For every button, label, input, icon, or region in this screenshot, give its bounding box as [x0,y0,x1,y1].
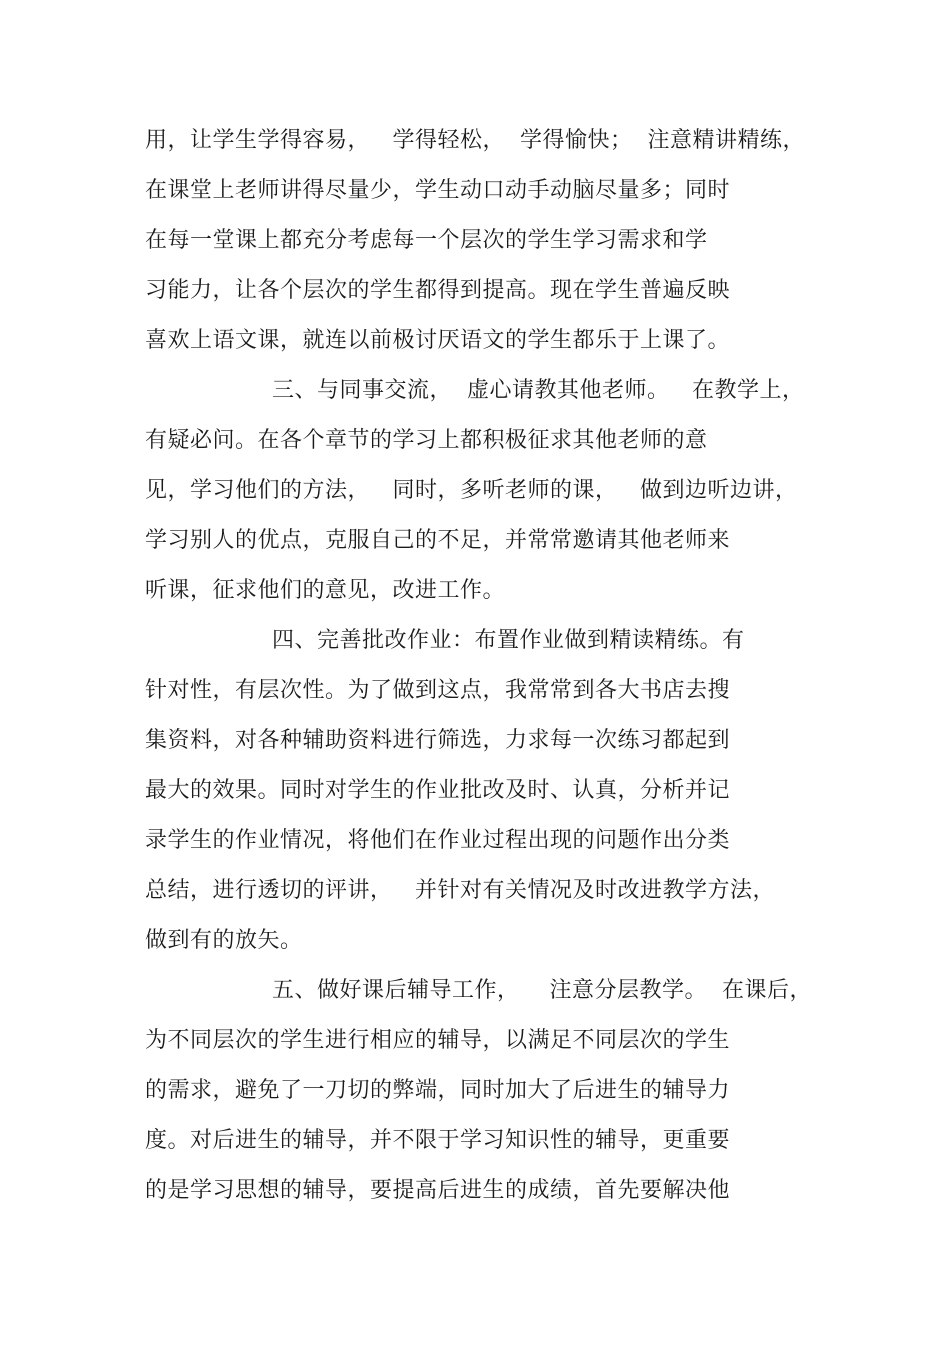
text-line: 集资料，对各种辅助资料进行筛选，力求每一次练习都起到 [145,728,731,753]
text-line: 最大的效果。同时对学生的作业批改及时、认真，分析并记 [145,778,731,803]
section-heading-line: 三、与同事交流， 虚心请教其他老师。 在教学上， [272,378,805,403]
text-line: 的是学习思想的辅导，要提高后进生的成绩，首先要解决他 [145,1178,731,1203]
text-line: 做到有的放矢。 [145,928,303,953]
text-line: 喜欢上语文课，就连以前极讨厌语文的学生都乐于上课了。 [145,328,731,353]
text-line: 录学生的作业情况，将他们在作业过程出现的问题作出分类 [145,828,731,853]
section-heading-line: 五、做好课后辅导工作， 注意分层教学。 在课后， [272,978,812,1003]
text-line: 为不同层次的学生进行相应的辅导，以满足不同层次的学生 [145,1028,731,1053]
section-heading-line: 四、完善批改作业：布置作业做到精读精练。有 [272,628,745,653]
text-line: 在课堂上老师讲得尽量少，学生动口动手动脑尽量多；同时 [145,178,731,203]
text-line: 学习别人的优点，克服自己的不足，并常常邀请其他老师来 [145,528,731,553]
text-line: 在每一堂课上都充分考虑每一个层次的学生学习需求和学 [145,228,708,253]
text-line: 针对性，有层次性。为了做到这点，我常常到各大书店去搜 [145,678,731,703]
text-line: 习能力，让各个层次的学生都得到提高。现在学生普遍反映 [145,278,731,303]
text-line: 用，让学生学得容易， 学得轻松， 学得愉快； 注意精讲精练， [145,128,805,153]
text-line: 度。对后进生的辅导，并不限于学习知识性的辅导，更重要 [145,1128,731,1153]
text-line: 见，学习他们的方法， 同时，多听老师的课， 做到边听边讲， [145,478,798,503]
text-line: 听课，征求他们的意见，改进工作。 [145,578,506,603]
text-line: 的需求，避免了一刀切的弊端，同时加大了后进生的辅导力 [145,1078,731,1103]
text-line: 总结，进行透切的评讲， 并针对有关情况及时改进教学方法， [145,878,775,903]
text-line: 有疑必问。在各个章节的学习上都积极征求其他老师的意 [145,428,708,453]
